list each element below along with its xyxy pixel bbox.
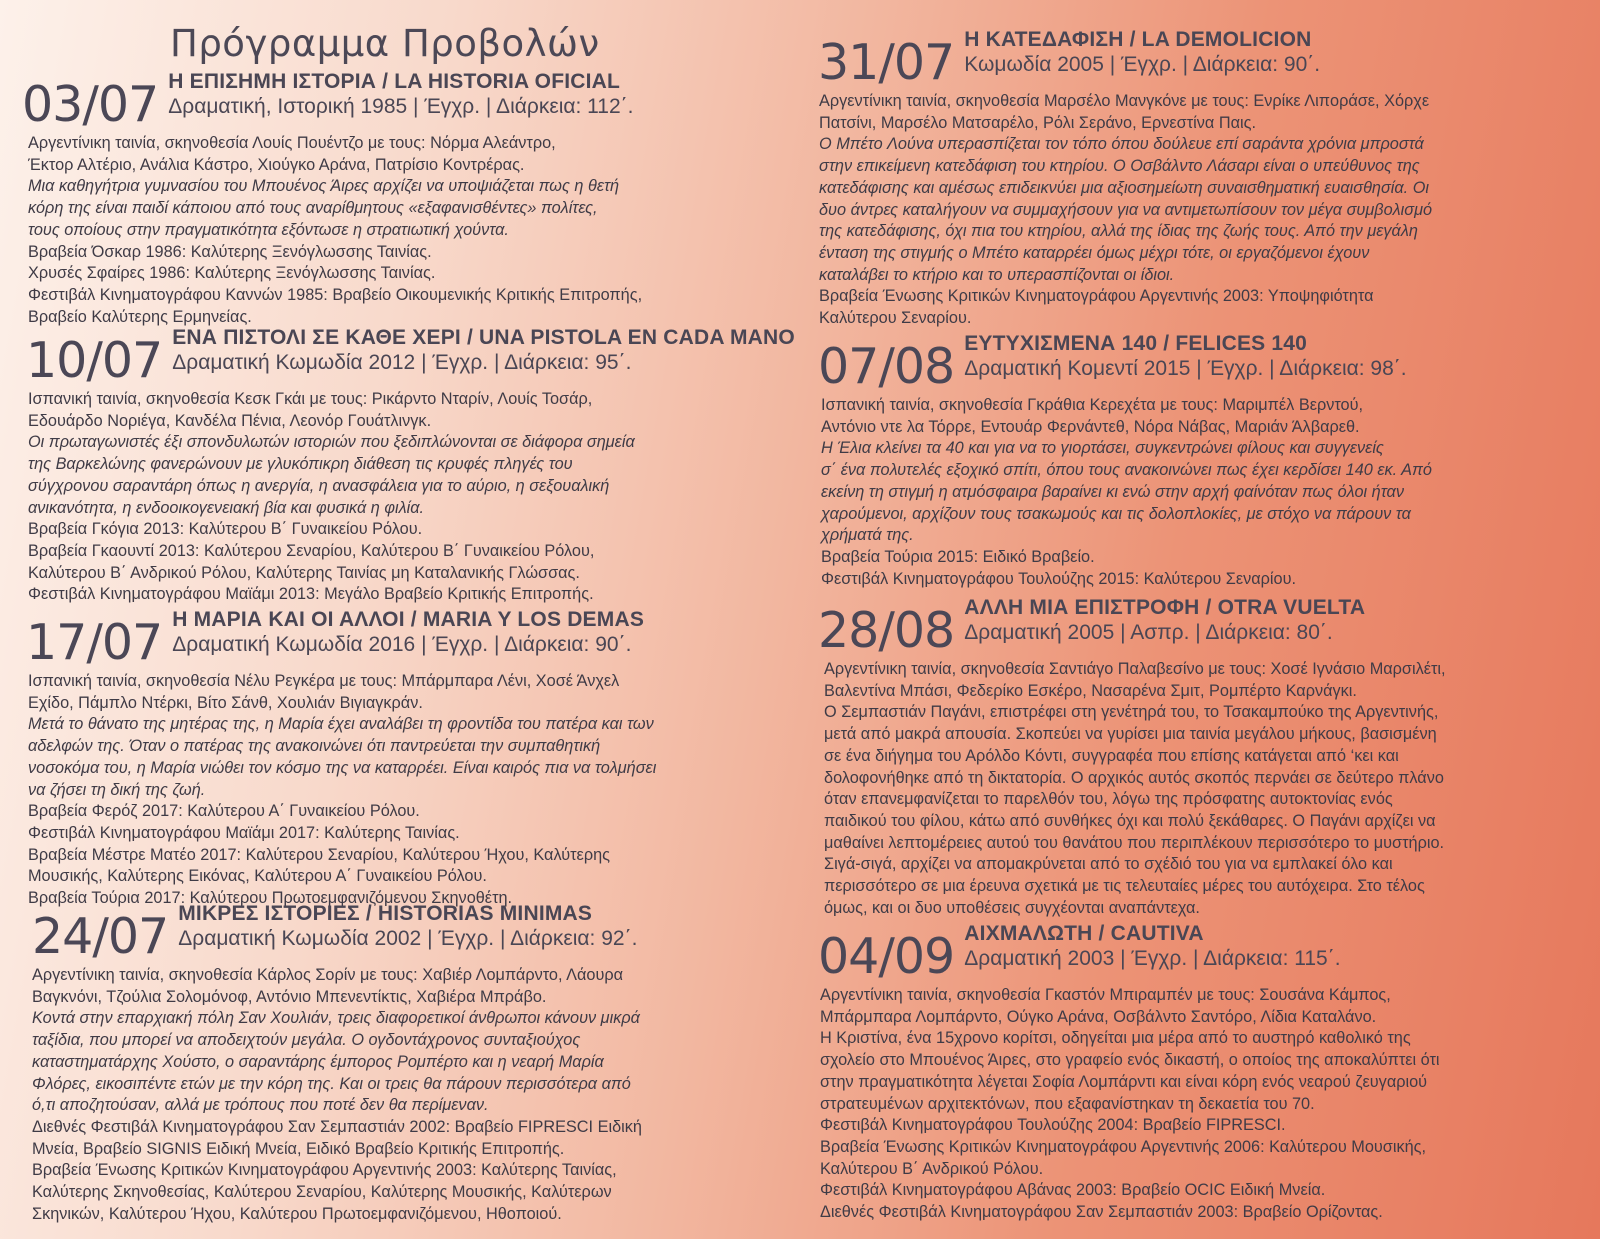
description-line: Αργεντίνικη ταινία, σκηνοθεσία Μαρσέλο Μανγκόνε με τους: Ενρίκε Λιπoράσε, Χόρχε (819, 92, 1430, 110)
film-description (32, 965, 642, 1225)
description-line: δολοφονήθηκε από τη δικτατορία. Ο αρχικός αυτός σκοπός περνάει σε δεύτερο πλάνο (824, 768, 1444, 787)
description-line: στην πραγματικότητα λέγεται Σοφία Λομπάρντι και είναι κόρη ενός νεαρού ζευγαριού (820, 1072, 1428, 1091)
description-line: Φεστιβάλ Κινηματογράφου Τουλούζης 2015: Καλύτερου Σεναρίου. (821, 569, 1297, 588)
description-line: Διεθνές Φεστιβάλ Κινηματογράφου Σαν Σεμπαστιάν 2003: Βραβείο Ορίζοντας. (820, 1203, 1383, 1222)
description-line: ό,τι αποζητούσαν, αλλά με τρόπους που ποτέ δεν θα περίμεναν. (32, 1096, 489, 1115)
description-line: δυο άντρες καταλήγουν να συμμαχήσουν για να αντιμετωπίσουν τον μέγα συμβολισμό (819, 200, 1433, 219)
description-line: Σιγά-σιγά, αρχίζει να απομακρύνεται από το σχέδιό του για να εμπλακεί όλο και (824, 855, 1393, 874)
description-line: Καλύτερου Β΄ Ανδρικού Ρόλου. (820, 1159, 1044, 1178)
screening-entry (818, 596, 1446, 919)
screening-entry (32, 902, 642, 1225)
screening-entry (26, 608, 656, 910)
description-line: Βραβεία Ένωσης Κριτικών Κινηματογράφου Αργεντινής 2003: Υποψηφιότητα (819, 287, 1374, 306)
description-line: στην επικείμενη κατεδάφιση του κτηρίου. Ο Οσβάλντο Λάσαρι είναι ο υπεύθυνος της (819, 157, 1420, 176)
description-line: αδελφών της. Όταν ο πατέρας της ανακοινώνει ότι παντρεύεται την συμπαθητική (28, 737, 601, 756)
description-line: Φεστιβάλ Κινηματογράφου Μαϊάμι 2017: Καλύτερης Ταινίας. (28, 823, 460, 842)
film-meta: Δραματική Κωμωδία 2012 | Έγχρ. | Διάρκεια: 95΄. (172, 351, 632, 374)
screening-date: 24/07 (32, 908, 169, 965)
film-meta: Κωμωδία 2005 | Έγχρ. | Διάρκεια: 90΄. (964, 53, 1321, 76)
screening-entry (818, 922, 1440, 1224)
film-description (28, 133, 642, 328)
film-meta: Δραματική Κωμωδία 2016 | Έγχρ. | Διάρκεια: 90΄. (172, 633, 632, 656)
description-line: Βραβεία Μέστρε Ματέο 2017: Καλύτερου Σεναρίου, Καλύτερου Ήχου, Καλύτερης (28, 845, 610, 864)
description-line: Έκτορ Αλτέριο, Ανάλια Κάστρο, Χιούγκο Αράνα, Πατρίσιο Κοντρέρας. (28, 155, 525, 174)
film-description (824, 659, 1446, 919)
description-line: Βραβεία Όσκαρ 1986: Καλύτερης Ξενόγλωσσης Ταινίας. (28, 242, 432, 261)
screening-entry (818, 332, 1432, 590)
description-line: Η Κριστίνα, ένα 15χρονο κορίτσι, οδηγείται μια μέρα από το αυστηρό καθολικό της (820, 1029, 1411, 1048)
description-line: Αργεντίνικη ταινία, σκηνοθεσία Κάρλος Σορίν με τους: Χαβιέρ Λομπάρντο, Λάουρα (32, 966, 624, 984)
description-line: Μπάρμπαρα Λομπάρντο, Ούγκο Αράνα, Οσβάλντο Σαντόρο, Λίδια Καταλάνο. (820, 1007, 1377, 1026)
description-line: Καλύτερης Σκηνοθεσίας, Καλύτερου Σεναρίου, Καλύτερης Μουσικής, Καλύτερων (32, 1183, 612, 1202)
film-title: ΑΙΧΜΑΛΩΤΗ / CAUTIVA (964, 922, 1204, 945)
film-description (820, 985, 1440, 1224)
description-line: μαθαίνει λεπτομέρειες αυτού του θανάτου που περιπλέκουν περισσότερο το μυστήριο. (824, 833, 1445, 852)
description-line: ένταση της στιγμής ο Μπέτο καταρρέει όμως μέχρι τότε, οι εργαζόμενοι έχουν (819, 243, 1370, 262)
description-line: Χρυσές Σφαίρες 1986: Καλύτερης Ξενόγλωσσης Ταινίας. (28, 264, 436, 283)
description-line: τους οποίους στην πραγματικότητα εξόντωσε η στρατιωτική χούντα. (28, 220, 509, 239)
description-line: Ισπανική ταινία, σκηνοθεσία Νέλυ Ρεγκέρα με τους: Μπάρμπαρα Λένι, Χοσέ Άνχελ (28, 672, 620, 690)
film-description (28, 389, 795, 606)
screening-date: 03/07 (22, 76, 159, 133)
description-line: Φλόρες, εικοσιπέντε ετών με την κόρη της. Και οι τρεις θα πάρουν περισσότερα από (32, 1074, 631, 1093)
film-title: ΜΙΚΡΕΣ ΙΣΤΟΡΙΕΣ / HISTORIAS MINIMAS (178, 902, 593, 925)
screening-entry (818, 28, 1432, 330)
description-line: Μια καθηγήτρια γυμνασίου του Μπουένος Άιρες αρχίζει να υποψιάζεται πως η θετή (28, 177, 620, 196)
screening-date: 31/07 (818, 34, 955, 91)
film-title: ΕΝΑ ΠΙΣΤΟΛΙ ΣΕ ΚΑΘΕ ΧΕΡΙ / UNA PISTOLA EN CADA MANO (172, 326, 795, 349)
description-line: παιδικού του φίλου, κάτω από συνθήκες όχι και πολύ ξεκάθαρες. Ο Παγάνι αρχίζει να (824, 811, 1436, 830)
film-title: Η ΚΑΤΕΔΑΦΙΣΗ / LA DEMOLICION (964, 28, 1312, 51)
description-line: καταλάβει το κτήριο και το υπερασπίζονται οι ίδιοι. (819, 265, 1175, 284)
description-line: της Βαρκελώνης φανερώνουν με γλυκόπικρη διάθεση τις κρυφές πληγές του (28, 455, 573, 474)
description-line: σε ένα διήγημα του Αρόλδο Κόντι, συγγραφέα που επίσης κατάγεται από ‘κει και (824, 746, 1399, 765)
description-line: Ισπανική ταινία, σκηνοθεσία Γκράθια Κερεχέτα με τους: Μαριμπέλ Βερντού, (821, 396, 1364, 414)
description-line: Ισπανική ταινία, σκηνοθεσία Κεσκ Γκάι με τους: Ρικάρντο Νταρίν, Λουίς Τοσάρ, (28, 390, 593, 408)
description-line: μετά από μακρά απουσία. Σκοπεύει να γυρίσει μια ταινία μεγάλου μήκους, βασισμένη (824, 725, 1437, 744)
description-line: Ο Σεμπαστιάν Παγάνι, επιστρέφει στη γενέτηρά του, το Τσακαμπούκο της Αργεντινής, (824, 703, 1439, 722)
description-line: Βραβείο Καλύτερης Ερμηνείας. (28, 307, 252, 326)
description-line: σ΄ ένα πολυτελές εξοχικό σπίτι, όπου τους ανακοινώνει πως έχει κερδίσει 140 εκ. Από (821, 461, 1432, 480)
screening-date: 28/08 (818, 602, 955, 659)
description-line: Βραβεία Τούρια 2017: Καλύτερου Πρωτοεμφανιζόμενου Σκηνοθέτη. (28, 889, 513, 908)
description-line: Βαγκνόνι, Τζούλια Σολομόνοφ, Αντόνιο Μπενεντίκτις, Χαβιέρα Μπράβο. (32, 987, 547, 1006)
film-meta: Δραματική 2005 | Ασπρ. | Διάρκεια: 80΄. (964, 621, 1333, 644)
screening-entry (26, 326, 795, 606)
description-line: Οι πρωταγωνιστές έξι σπονδυλωτών ιστοριών που ξεδιπλώνονται σε διάφορα σημεία (28, 433, 635, 452)
description-line: εκείνη τη στιγμή η ατμόσφαιρα βαραίνει κι ενώ στην αρχή φαίνόταν πως όλοι ήταν (821, 482, 1404, 501)
description-line: Βραβεία Τούρια 2015: Ειδικό Βραβείο. (821, 547, 1095, 566)
description-line: όταν επανεμφανίζεται το παρελθόν του, λόγω της πρόσφατης αυτοκτονίας ενός (824, 790, 1393, 809)
film-description (821, 395, 1432, 590)
film-title: ΕΥΤΥΧΙΣΜΕΝΑ 140 / FELICES 140 (964, 332, 1308, 355)
description-line: Βραβεία Ένωσης Κριτικών Κινηματογράφου Αργεντινής 2006: Καλύτερου Μουσικής, (820, 1137, 1427, 1156)
film-meta: Δραματική Κομεντί 2015 | Έγχρ. | Διάρκεια: 98΄. (964, 357, 1407, 380)
description-line: σύγχρονου σαραντάρη όπως η ανεργία, η ανασφάλεια για το αύριο, η σεξουαλική (28, 476, 610, 495)
description-line: της κατεδάφισης, όχι πια του κτηρίου, αλλά της ίδιας της ζωής τους. Από την μεγάλη (819, 222, 1418, 241)
film-description (819, 91, 1432, 330)
description-line: περισσότερο σε μια έρευνα σχετικά με τις τελευταίες μέρες του αυτόχειρα. Στο τέλος (824, 877, 1425, 896)
description-line: Εχίδο, Πάμπλο Ντέρκι, Βίτο Σάνθ, Χουλιάν Βιγιαγκράν. (28, 693, 423, 712)
film-description (28, 671, 656, 910)
screening-date: 10/07 (26, 332, 163, 389)
description-line: στρατευμένων αρχιτεκτόνων, που εξαφανίστηκαν τη δεκαετία του 70. (820, 1094, 1315, 1113)
description-line: Αργεντίνικη ταινία, σκηνοθεσία Γκαστόν Μπιραμπέν με τους: Σουσάνα Κάμπος, (820, 986, 1391, 1004)
description-line: Σκηνικών, Καλύτερου Ήχου, Καλύτερου Πρωτοεμφανιζόμενου, Ηθοποιού. (32, 1204, 562, 1223)
description-line: Διεθνές Φεστιβάλ Κινηματογράφου Σαν Σεμπαστιάν 2002: Βραβείο FIPRESCI Ειδική (32, 1117, 642, 1136)
screening-date: 04/09 (818, 928, 955, 985)
description-line: Φεστιβάλ Κινηματογράφου Αβάνας 2003: Βραβείο OCIC Ειδική Μνεία. (820, 1181, 1326, 1200)
description-line: Φεστιβάλ Κινηματογράφου Μαϊάμι 2013: Μεγάλο Βραβείο Κριτικής Επιτροπής. (28, 585, 594, 604)
description-line: Καλύτερου Σεναρίου. (819, 309, 972, 328)
description-line: να ζήσει τη δική της ζωή. (28, 780, 206, 799)
description-line: ταξίδια, που μπορεί να αποδειχτούν μεγάλα. Ο ογδοντάχρονος συνταξιούχος (32, 1031, 581, 1050)
description-line: Βραβεία Ένωσης Κριτικών Κινηματογράφου Αργεντινής 2003: Καλύτερης Ταινίας, (32, 1161, 617, 1180)
film-meta: Δραματική, Ιστορική 1985 | Έγχρ. | Διάρκεια: 112΄. (168, 95, 634, 118)
description-line: χρήματά της. (821, 526, 914, 545)
description-line: Η Έλια κλείνει τα 40 και για να το γιορτάσει, συγκεντρώνει φίλους και συγγενείς (821, 439, 1384, 458)
screening-date: 17/07 (26, 614, 163, 671)
description-line: Μνεία, Βραβείο SIGNIS Ειδική Μνεία, Ειδικό Βραβείο Κριτικής Επιτροπής. (32, 1139, 565, 1158)
description-line: Εδουάρδο Νοριέγα, Κανδέλα Πένια, Λεονόρ Γουάτλινγκ. (28, 411, 432, 430)
description-line: όμως, και οι δυο υποθέσεις συγχέονται αναπάντεχα. (824, 898, 1200, 917)
description-line: χαρούμενοι, αρχίζουν τους τσακωμούς και τις δολοπλοκίες, με στόχο να πάρουν τα (821, 504, 1411, 523)
description-line: Μετά το θάνατο της μητέρας της, η Μαρία έχει αναλάβει τη φροντίδα του πατέρα και των (28, 715, 654, 734)
description-line: νοσοκόμα του, η Μαρία νιώθει τον κόσμο της να καταρρέει. Είναι καιρός πια να τολμήσει (28, 758, 657, 777)
description-line: ανικανότητα, η ενδοοικογενειακή βία και φυσικά η φιλία. (28, 498, 425, 517)
description-line: Βραβεία Γκαουντί 2013: Καλύτερου Σεναρίου, Καλύτερου Β΄ Γυναικείου Ρόλου, (28, 541, 595, 560)
description-line: Βραβεία Γκόγια 2013: Καλύτερου Β΄ Γυναικείου Ρόλου. (28, 520, 423, 539)
description-line: Βραβεία Φερόζ 2017: Καλύτερου Α΄ Γυναικείου Ρόλου. (28, 802, 420, 821)
description-line: Καλύτερου Β΄ Ανδρικού Ρόλου, Καλύτερης Ταινίας μη Καταλανικής Γλώσσας. (28, 563, 580, 582)
description-line: καταστηματάρχης Χούστο, ο σαραντάρης έμπορος Ρομπέρτο και η νεαρή Μαρία (32, 1052, 604, 1071)
description-line: Φεστιβάλ Κινηματογράφου Τουλούζης 2004: Βραβείο FIPRESCI. (820, 1116, 1286, 1135)
description-line: σχολείο στο Μπουένος Άιρες, στο γραφείο ενός δικαστή, ο οποίος της αποκαλύπτει ότι (820, 1051, 1440, 1070)
description-line: Ο Μπέτο Λούνα υπερασπίζεται τον τόπο όπου δούλευε επί σαράντα χρόνια μπροστά (819, 135, 1424, 154)
description-line: Βαλεντίνα Μπάσι, Φεδερίκο Εσκέρο, Νασαρένα Σμιτ, Ρομπέρτο Καρνάγκι. (824, 681, 1357, 700)
film-title: ΑΛΛΗ ΜΙΑ ΕΠΙΣΤΡΟΦΗ / OTRA VUELTA (964, 596, 1366, 619)
description-line: κατεδάφισης και αμέσως επιδεικνύει μια αξιοσημείωτη συναισθηματική ευαισθησία. Οι (819, 178, 1429, 197)
film-title: Η ΕΠΙΣΗΜΗ ΙΣΤΟΡΙΑ / LA HISTORIA OFICIAL (168, 70, 621, 93)
description-line: Πατσίνι, Μαρσέλο Ματσαρέλο, Ρόλι Σεράνο, Ερνεστίνα Παις. (819, 113, 1256, 132)
film-meta: Δραματική Κωμωδία 2002 | Έγχρ. | Διάρκεια: 92΄. (178, 927, 638, 950)
description-line: Αργεντίνικη ταινία, σκηνοθεσία Σαντιάγο Παλαβεσίνο με τους: Χοσέ Ιγνάσιο Μαρσιλέτι, (824, 660, 1446, 678)
description-line: Κοντά στην επαρχιακή πόλη Σαν Χουλιάν, τρεις διαφορετικοί άνθρωποι κάνουν μικρά (32, 1009, 640, 1028)
screening-date: 07/08 (818, 338, 955, 395)
description-line: Φεστιβάλ Κινηματογράφου Καννών 1985: Βραβείο Οικουμενικής Κριτικής Επιτροπής, (28, 285, 643, 304)
screening-entry (22, 70, 642, 328)
description-line: Αργεντίνικη ταινία, σκηνοθεσία Λουίς Πουέντζο με τους: Νόρμα Αλεάντρο, (28, 134, 556, 152)
film-title: Η ΜΑΡΙΑ ΚΑΙ ΟΙ ΑΛΛΟΙ / MARIA Y LOS DEMAS (172, 608, 645, 631)
description-line: Μουσικής, Καλύτερης Εικόνας, Καλύτερου Α΄ Γυναικείου Ρόλου. (28, 867, 487, 886)
description-line: Αντόνιο ντε λα Τόρρε, Εντουάρ Φερνάντεθ, Νόρα Νάβας, Μαριάν Άλβαρεθ. (821, 417, 1360, 436)
page-title: Πρόγραμμα Προβολών (170, 22, 600, 65)
description-line: κόρη της είναι παιδί κάποιου από τους αναρίθμητους «εξαφανισθέντες» πολίτες, (28, 199, 598, 218)
film-meta: Δραματική 2003 | Έγχρ. | Διάρκεια: 115΄. (964, 947, 1341, 970)
